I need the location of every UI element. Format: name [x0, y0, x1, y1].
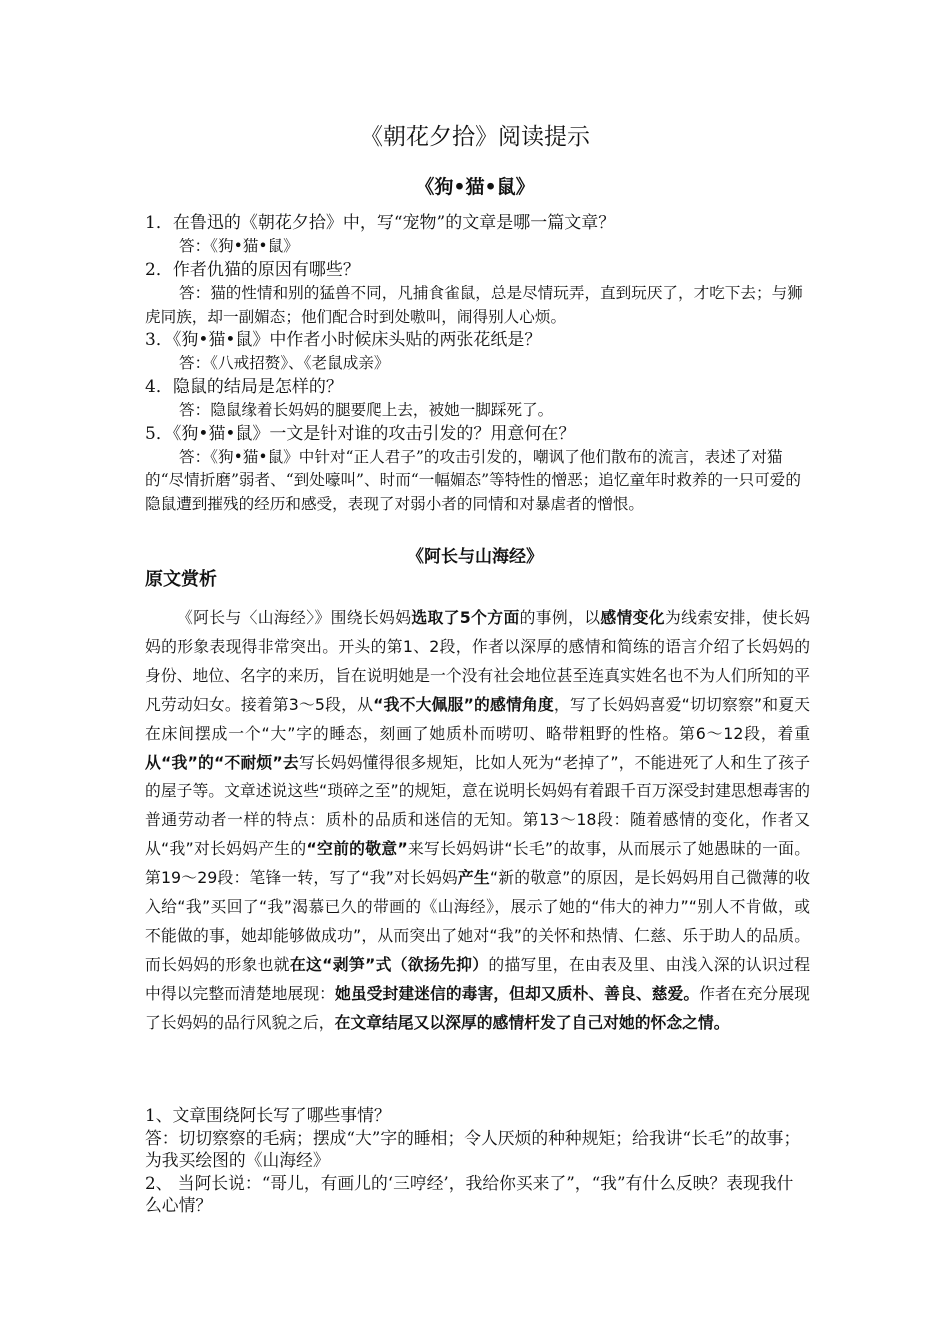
- emphasis-text: 从“我”的“不耐烦”去: [145, 752, 299, 772]
- question-7: 2、 当阿长说：“哥儿，有画儿的‘三哼经’，我给你买来了”，“我”有什么反映？表现我什么心情？: [145, 1172, 794, 1215]
- emphasis-text: 选取了5个方面: [411, 608, 520, 627]
- section1-qa-list: [145, 212, 810, 516]
- question-1: 1．在鲁迅的《朝花夕拾》中，写“宠物”的文章是哪一篇文章？: [145, 213, 616, 233]
- body-text: 写长妈妈懂得很多规矩，比如人死为“老掉了”，不能进死了人和生了孩子的屋子等。文章述说这些“琐碎之至”的规矩，意在说明长妈妈有着跟千百万深受封建思想毒害的普通劳动者一样的特点：质朴的品质和迷信的无知。第13～18段：随着感情的变化，作者又从“我”对长妈妈产生的: [145, 752, 811, 859]
- body-text: 的事例，以: [519, 608, 601, 627]
- answer-2: 答：猫的性情和别的猛兽不同，凡捕食雀鼠，总是尽情玩弄，直到玩厌了，才吃下去；与狮虎同族，却一副媚态；他们配合时到处嗷叫，闹得别人心烦。: [145, 284, 803, 326]
- body-text: ，写了长妈妈喜爱“切切察察”和夏天在床间摆成一个“大”字的睡态，刻画了她质朴而唠叨、略带粗野的性格。第6～12段，着重: [145, 694, 811, 743]
- question-5: 5．《狗•猫•鼠》一文是针对谁的攻击引发的？用意何在？: [145, 423, 576, 444]
- analysis-text: [145, 604, 810, 1038]
- question-3: 3．《狗•猫•鼠》中作者小时候床头贴的两张花纸是？: [145, 330, 542, 351]
- emphasis-text: 她虽受封建迷信的毒害，但却又质朴、善良、慈爱。: [335, 983, 700, 1003]
- emphasis-text: 在这“剥笋”式（欲扬先抑）: [289, 954, 489, 974]
- body-text: 《阿长与〈山海经〉》围绕长妈妈: [177, 608, 412, 627]
- emphasis-text: 感情变化: [600, 608, 665, 627]
- section2-title: 《阿长与山海经》: [407, 547, 543, 567]
- question-6: 1、文章围绕阿长写了哪些事情？: [145, 1105, 391, 1125]
- body-text: 作者在充分展现了长妈妈的品行风貌之后，: [145, 983, 810, 1032]
- emphasis-text: “空前的敬意”: [306, 839, 408, 859]
- emphasis-text: 在文章结尾又以深厚的感情杆发了自己对她的怀念之情。: [334, 1012, 730, 1032]
- body-text: 的描写里，在由表及里、由浅入深的认识过程中得以完整而清楚地展现：: [145, 954, 810, 1003]
- analysis-paragraph: [145, 604, 810, 1038]
- question-4: 4．隐鼠的结局是怎样的？: [145, 376, 343, 397]
- body-text: “新的敬意”的原因，是长妈妈用自己微薄的收入给“我”买回了“我”渴慕已久的带画的《山海经》，展示了她的“伟大的神力”“别人不肯做，或不能做的事，她却能够做成功”，从而突出了她对“我”的关怀和热情、仁慈、乐于助人的品质。而长妈妈的形象也就: [145, 868, 810, 974]
- question-2: 2．作者仇猫的原因有哪些？: [145, 259, 360, 280]
- emphasis-text: “我不大佩服”的感情角度: [373, 694, 554, 714]
- answer-6: 答：切切察察的毛病；摆成“大”字的睡相；令人厌烦的种种规矩；给我讲“长毛”的故事；为我买绘图的《山海经》: [145, 1127, 801, 1170]
- analysis-heading: 原文赏析: [145, 569, 217, 590]
- answer-4: 答：隐鼠缘着长妈妈的腿要爬上去，被她一脚踩死了。: [179, 401, 554, 420]
- answer-3: 答：《八戒招赘》、《老鼠成亲》: [179, 354, 390, 373]
- body-text: 来写长妈妈讲“长毛”的故事，从而展示了她愚昧的一面。第19～29段：笔锋一转，写了“我”对长妈妈: [145, 839, 810, 888]
- section1-title: 《狗•猫•鼠》: [415, 176, 535, 198]
- body-text: 为线索安排，使长妈妈的形象表现得非常突出。开头的第1、2段，作者以深厚的感情和简练的语言介绍了长妈妈的身份、地位、名字的来历，旨在说明她是一个没有社会地位甚至连真实姓名也不为人们所知的平凡劳动妇女。接着第3～5段，从: [145, 608, 810, 714]
- document-title: 《朝花夕拾》阅读提示: [360, 124, 590, 150]
- section2-qa-list: [145, 1104, 810, 1217]
- answer-5: 答：《狗•猫•鼠》中针对“正人君子”的攻击引发的，嘲讽了他们散布的流言，表述了对猫的“尽情折磨”弱者、“到处嚎叫”、时而“一幅媚态”等特性的憎恶；追忆童年时救养的一只可爱的隐鼠遭到摧残的经历和感受，表现了对弱小者的同情和对暴虐者的憎恨。: [145, 448, 801, 513]
- emphasis-text: 产生: [457, 868, 490, 888]
- answer-1: 答：《狗•猫•鼠》: [179, 237, 299, 256]
